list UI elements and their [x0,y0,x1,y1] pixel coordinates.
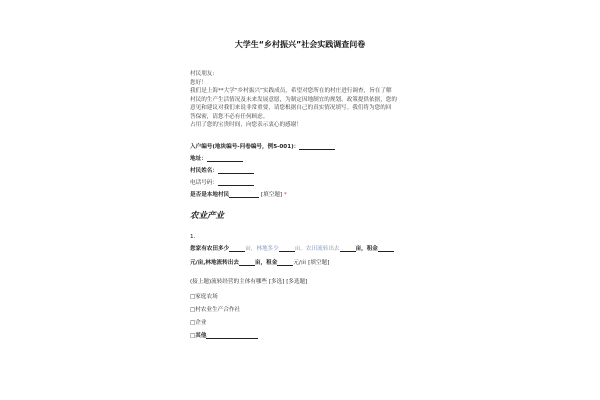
villager-name-input[interactable] [218,167,254,174]
q1-rent-label: 亩，租金 [355,246,378,252]
q1-farmland-label: 您家有农田多少 [190,246,230,252]
section-agriculture: 农业产业 [190,211,225,221]
q2-option-family-farm[interactable]: □家庭农场 [190,294,218,300]
local-resident-field [190,190,287,198]
household-number-input[interactable] [299,143,335,150]
villager-name-field [190,166,254,174]
address-field [190,154,243,162]
local-resident-tip: [填空题] [260,192,283,198]
q1-rent-input[interactable] [378,245,394,252]
household-number-label: 入户编号(地块编号-问卷编号，例5-001)： [190,144,300,150]
q2-option-other-input[interactable] [206,332,258,339]
local-resident-label: 是否是本地村民 [190,192,230,198]
intro-line-4: 答保密，请您不必有任何顾虑。 [190,113,269,120]
intro-line-5: 占用了您的宝贵时间，向您表示衷心的感谢！ [190,122,302,128]
address-input[interactable] [207,155,243,162]
q2-option-other-label: □其他 [190,333,207,339]
q2-option-cooperative[interactable]: □村农业生产合作社 [190,307,241,313]
q1-forest-rent-label: 亩，租金 [254,260,278,266]
question-1-line-1 [190,244,394,252]
intro-line-2: 村民的生产生活情况及未来发展意愿，为制定因地制宜的规划、政策提供依据，您的 [190,96,397,103]
intro-line-3: 意见和建议对我们来说非常重要，请您根据自己的真实情况填写。我们将为您的回 [190,105,392,111]
phone-input[interactable] [218,179,254,186]
q1-forest-label: 亩，林地多少 [245,246,279,252]
address-label: 地址： [190,156,207,162]
intro-text [190,70,420,130]
household-number-field [190,142,335,150]
required-mark: * [283,192,287,198]
q2-option-other[interactable] [190,331,258,339]
q1-transfer-label: 亩。农田流转出去 [294,246,340,252]
q1-forest-transfer-label: 元/亩,林地流转出去 [190,260,239,266]
q2-option-enterprise[interactable]: □企业 [190,320,207,326]
intro-line-1: 我们是上海**大学“乡村振兴”实践成员，希望对您所在的村庄进行调查，旨在了解 [190,88,392,94]
question-1-line-2 [190,258,329,266]
q1-unit-tip: 元/亩 [填空题] [293,260,330,266]
local-resident-input[interactable] [229,191,259,198]
question-2-text: (接上题)流转经营的主体有哪些 [多选] [多选题] [190,279,308,285]
q1-forest-transfer-input[interactable] [239,259,255,266]
villager-name-label: 村民姓名： [190,168,218,174]
q1-transfer-input[interactable] [340,245,356,252]
q1-forest-input[interactable] [279,245,295,252]
intro-greeting: 村民朋友: [190,71,215,77]
q1-farmland-input[interactable] [229,245,245,252]
question-1-number: 1. [190,234,196,240]
intro-hello: 您好！ [190,79,207,86]
page-title: 大学生“乡村振兴”社会实践调查问卷 [234,40,366,49]
phone-field [190,178,254,186]
q1-forest-rent-input[interactable] [277,259,293,266]
phone-label: 电话号码： [190,180,218,186]
